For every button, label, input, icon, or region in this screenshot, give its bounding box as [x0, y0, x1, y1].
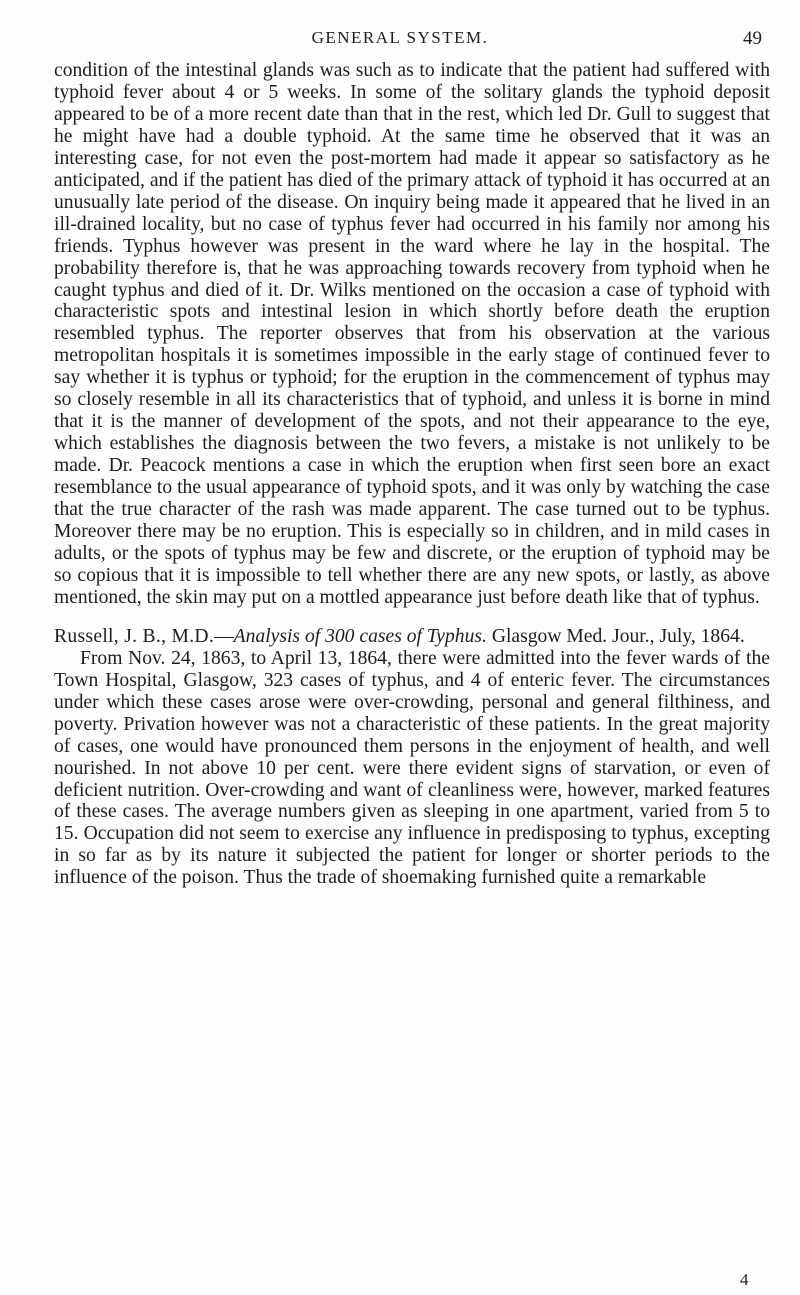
running-head: GENERAL SYSTEM. [311, 28, 489, 47]
paragraph-continuation: condition of the intestinal glands was such as to indicate that the patient had suffered with typhoid fever about 4 or 5 weeks. In some of the solitary glands the typhoid deposit appeared to be of a more recent date than that in the rest, which led Dr. Gull to suggest that he might have had a double typhoid. At the same time he observed that it was an interesting case, for not even the post-mortem had made it appear so satisfactory as he anticipated, and if the patient has died of the primary attack of typhoid it has occurred at an unusually late period of the disease. On inquiry being made it appeared that he lived in an ill-drained locality, but no case of typhus fever had occurred in his family nor among his friends. Typhus however was present in the ward where he lay in the hospital. The probability therefore is, that he was approaching towards recovery from typhoid when he caught typhus and died of it. Dr. Wilks mentioned on the occasion a case of typhoid with characteristic spots and intestinal lesion in which shortly before death the eruption resembled typhus. The reporter observes that from his observation at the various metropolitan hospitals it is sometimes impossible in the early stage of continued fever to say whether it is typhus or typhoid; for the eruption in the commencement of typhus may so closely resemble in all its characteristics that of typhoid, and unless it is borne in mind that it is the manner of development of the spots, and not their appearance to the eye, which establishes the diagnosis between the two fevers, a mistake is not unlikely to be made. Dr. Peacock mentions a case in which the eruption when first seen bore an exact resemblance to the usual appearance of typhoid spots, and it was only by watching the case that the true character of the rash was made apparent. The case turned out to be typhus. Moreover there may be no eruption. This is especially so in children, and in mild cases in adults, or the spots of typhus may be few and discrete, or the eruption of typhoid may be so copious that it is impossible to tell whether there are any new spots, or lastly, as above mentioned, the skin may put on a mottled appearance just before death like that of typhus. [54, 60, 770, 608]
entry-title: Analysis of 300 cases of Typhus. [233, 625, 487, 647]
page-number: 49 [743, 28, 762, 49]
entry-author: Russell, J. B., M.D. [54, 625, 215, 647]
signature-mark: 4 [740, 1270, 749, 1289]
entry-source: Glasgow Med. Jour., July, 1864. [486, 625, 745, 647]
body-text [54, 60, 770, 889]
bibliography-entry [54, 626, 770, 648]
entry-separator: — [214, 625, 234, 647]
entry-abstract: From Nov. 24, 1863, to April 13, 1864, there were admitted into the fever wards of the Town Hospital, Glasgow, 323 cases of typhus, and 4 of enteric fever. The circumstances under which these cases arose were over-crowding, personal and general filthiness, and poverty. Privation however was not a characteristic of these patients. In the great majority of cases, one would have pronounced them persons in the enjoyment of health, and well nourished. In not above 10 per cent. were there evident signs of starvation, or even of deficient nutrition. Over-crowding and want of cleanliness were, however, marked features of these cases. The average numbers given as sleeping in one apartment, varied from 5 to 15. Occupation did not seem to exercise any influence in predisposing to typhus, excepting in so far as by its nature it subjected the patient for longer or shorter periods to the influence of the poison. Thus the trade of shoemaking furnished quite a remarkable [54, 647, 770, 889]
